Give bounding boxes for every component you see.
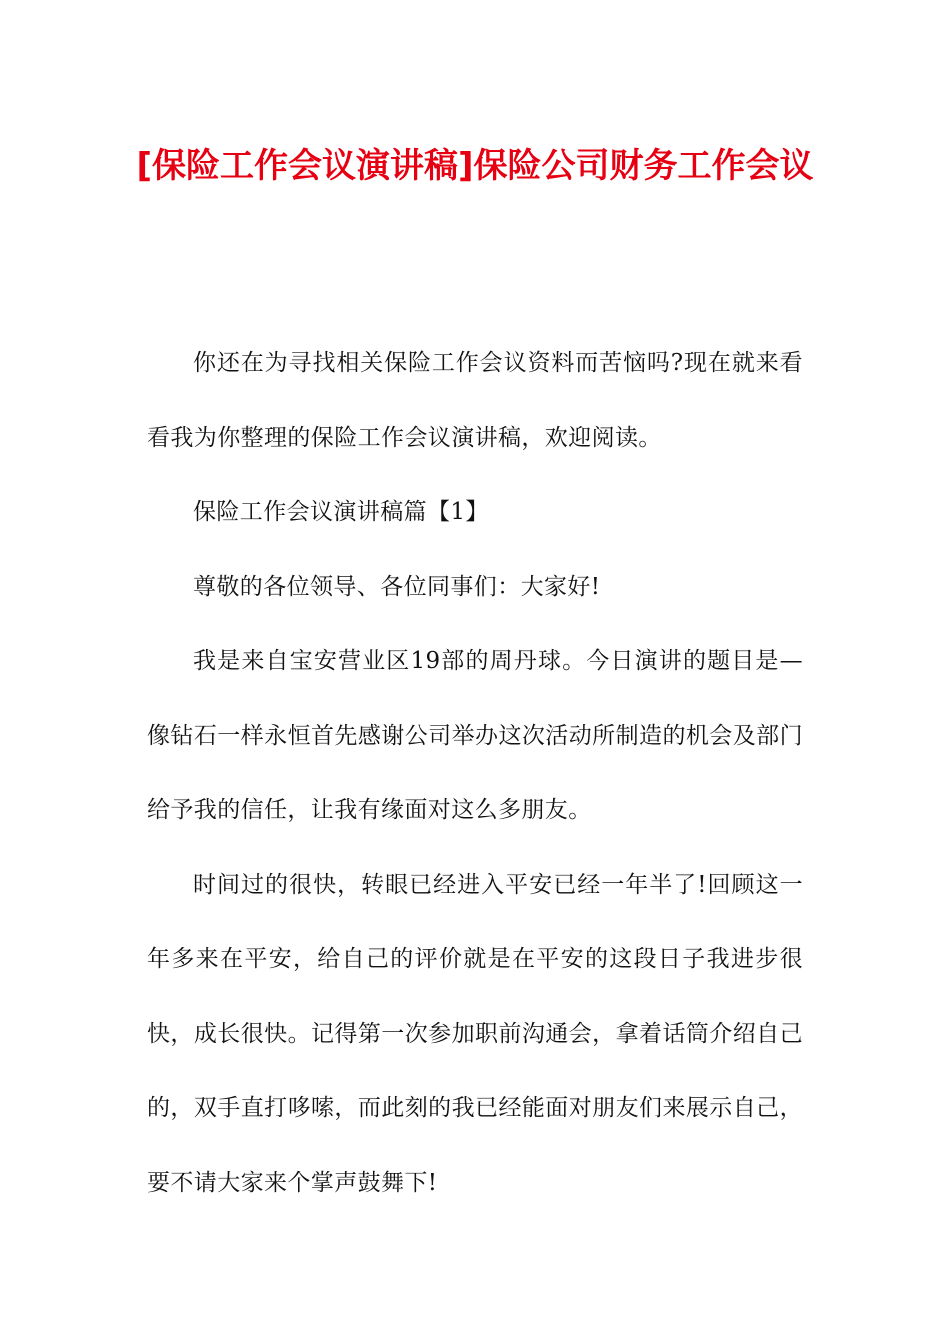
- paragraph-section-heading: 保险工作会议演讲稿篇【1】: [193, 499, 489, 525]
- document-body: [147, 326, 803, 1220]
- paragraph-self-introduction: 我是来自宝安营业区19部的周丹球。今日演讲的题目是—像钻石一样永恒首先感谢公司举办这次活动所制造的机会及部门给予我的信任，让我有缘面对这么多朋友。: [147, 648, 803, 823]
- document-title: [保险工作会议演讲稿]保险公司财务工作会议: [136, 146, 814, 186]
- paragraph-intro: 你还在为寻找相关保险工作会议资料而苦恼吗?现在就来看看我为你整理的保险工作会议演讲稿，欢迎阅读。: [147, 350, 803, 451]
- paragraph-greeting: 尊敬的各位领导、各位同事们：大家好!: [193, 573, 601, 600]
- paragraph-reflection: 时间过的很快，转眼已经进入平安已经一年半了!回顾这一年多来在平安，给自己的评价就是在平安的这段日子我进步很快，成长很快。记得第一次参加职前沟通会，拿着话筒介绍自己的，双手直打哆嗦，而此刻的我已经能面对朋友们来展示自己，要不请大家来个掌声鼓舞下!: [147, 871, 803, 1196]
